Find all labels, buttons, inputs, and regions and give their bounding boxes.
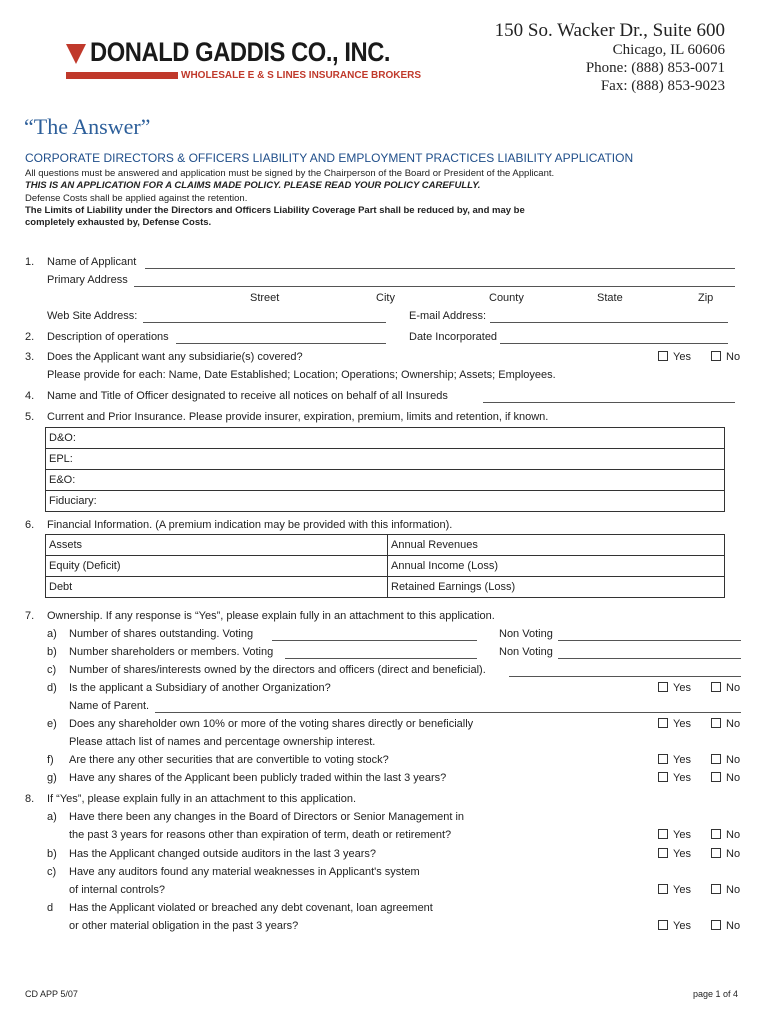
q7f-yes[interactable]: Yes (658, 754, 691, 766)
checkbox-icon (658, 772, 668, 782)
logo-bar (66, 72, 178, 79)
intro-line-2: THIS IS AN APPLICATION FOR A CLAIMS MADE POLICY. PLEASE READ YOUR POLICY CAREFULLY. (25, 180, 481, 191)
applicant-name-field[interactable] (145, 268, 735, 269)
checkbox-icon (658, 351, 668, 361)
q7e-yes[interactable]: Yes (658, 718, 691, 730)
checkbox-icon (711, 920, 721, 930)
q8-number: 8. (25, 793, 35, 805)
incorporated-field[interactable] (500, 343, 728, 344)
checkbox-icon (658, 829, 668, 839)
income-cell[interactable]: Annual Income (Loss) (388, 556, 725, 577)
q3-label: Does the Applicant want any subsidiarie(s) covered? (47, 351, 303, 363)
q5-label: Current and Prior Insurance. Please provide insurer, expiration, premium, limits and retention, if known. (47, 411, 549, 423)
q7e-no[interactable]: No (711, 718, 740, 730)
checkbox-icon (711, 848, 721, 858)
table-row (46, 556, 725, 577)
logo-name: DONALD GADDIS CO., INC. (90, 37, 391, 67)
state-label: State (597, 292, 623, 304)
insurance-cell-do[interactable]: D&O: (46, 428, 725, 449)
insurance-table (45, 427, 725, 512)
financial-table (45, 534, 725, 598)
street-label: Street (250, 292, 280, 304)
q2-number: 2. (25, 331, 35, 343)
q7c-text: Number of shares/interests owned by the directors and officers (direct and beneficial). (69, 664, 486, 676)
q8c-text-2: of internal controls? (69, 884, 165, 896)
q3-number: 3. (25, 351, 35, 363)
q8-label: If “Yes”, please explain fully in an attachment to this application. (47, 793, 356, 805)
q8d-text-2: or other material obligation in the past 3 years? (69, 920, 299, 932)
q7b-letter: b) (47, 646, 57, 658)
assets-cell[interactable]: Assets (46, 535, 388, 556)
checkbox-icon (658, 718, 668, 728)
address-fax: Fax: (888) 853-9023 (600, 78, 725, 94)
members-voting-field[interactable] (285, 658, 477, 659)
table-row (46, 428, 725, 449)
table-row (46, 577, 725, 598)
equity-cell[interactable]: Equity (Deficit) (46, 556, 388, 577)
checkbox-icon (711, 884, 721, 894)
q7-label: Ownership. If any response is “Yes”, please explain fully in an attachment to this application. (47, 610, 495, 622)
q7g-yes[interactable]: Yes (658, 772, 691, 784)
retained-earnings-cell[interactable]: Retained Earnings (Loss) (388, 577, 725, 598)
q7e-text: Does any shareholder own 10% or more of the voting shares directly or beneficially (69, 718, 474, 730)
checkbox-icon (711, 829, 721, 839)
q7a-letter: a) (47, 628, 57, 640)
checkbox-icon (711, 351, 721, 361)
q7f-text: Are there any other securities that are convertible to voting stock? (69, 754, 389, 766)
insurance-cell-epl[interactable]: EPL: (46, 449, 725, 470)
q8b-yes[interactable]: Yes (658, 848, 691, 860)
q7b-text: Number shareholders or members. Voting (69, 646, 274, 658)
q1-label: Name of Applicant (47, 256, 137, 268)
q8d-text: Has the Applicant violated or breached any debt covenant, loan agreement (69, 902, 433, 914)
q7d-text: Is the applicant a Subsidiary of another Organization? (69, 682, 331, 694)
parent-name-field[interactable] (155, 712, 741, 713)
footer-page: page 1 of 4 (692, 989, 738, 999)
q6-number: 6. (25, 519, 35, 531)
address-city: Chicago, IL 60606 (612, 42, 725, 58)
q8d-letter: d (47, 902, 54, 914)
checkbox-icon (658, 754, 668, 764)
q8a-no[interactable]: No (711, 829, 740, 841)
logo-triangle-icon (66, 44, 86, 64)
q8b-text: Has the Applicant changed outside auditors in the last 3 years? (69, 848, 376, 860)
q6-label: Financial Information. (A premium indication may be provided with this information). (47, 519, 453, 531)
intro-line-5: completely exhausted by, Defense Costs. (25, 217, 212, 228)
form-title: CORPORATE DIRECTORS & OFFICERS LIABILITY AND EMPLOYMENT PRACTICES LIABILITY APPLICATION (25, 151, 634, 165)
checkbox-icon (658, 920, 668, 930)
q8a-letter: a) (47, 811, 57, 823)
checkbox-icon (711, 718, 721, 728)
q7b-nonvoting: Non Voting (499, 646, 553, 658)
q8a-yes[interactable]: Yes (658, 829, 691, 841)
q8d-yes[interactable]: Yes (658, 920, 691, 932)
county-label: County (489, 292, 524, 304)
insurance-cell-eo[interactable]: E&O: (46, 470, 725, 491)
email-label: E-mail Address: (409, 310, 487, 322)
q8b-no[interactable]: No (711, 848, 740, 860)
table-row (46, 535, 725, 556)
table-row (46, 449, 725, 470)
q7e-letter: e) (47, 718, 57, 730)
q7g-no[interactable]: No (711, 772, 740, 784)
website-field[interactable] (143, 322, 386, 323)
table-row (46, 470, 725, 491)
primary-address-field[interactable] (134, 286, 735, 287)
q7c-letter: c) (47, 664, 57, 676)
insurance-cell-fiduciary[interactable]: Fiduciary: (46, 491, 725, 512)
q1-number: 1. (25, 256, 35, 268)
footer-code: CD APP 5/07 (25, 989, 78, 999)
primary-address-label: Primary Address (47, 274, 128, 286)
incorporated-label: Date Incorporated (409, 331, 498, 343)
q7g-letter: g) (47, 772, 57, 784)
shares-nonvoting-field[interactable] (558, 640, 741, 641)
q8d-no[interactable]: No (711, 920, 740, 932)
q4-number: 4. (25, 390, 35, 402)
website-label: Web Site Address: (47, 310, 138, 322)
shares-voting-field[interactable] (272, 640, 477, 641)
q7f-no[interactable]: No (711, 754, 740, 766)
q7d-yes[interactable]: Yes (658, 682, 691, 694)
q8a-text: Have there been any changes in the Board of Directors or Senior Management in (69, 811, 465, 823)
checkbox-icon (658, 848, 668, 858)
checkbox-icon (658, 682, 668, 692)
operations-field[interactable] (176, 343, 386, 344)
checkbox-icon (711, 754, 721, 764)
q7a-nonvoting: Non Voting (499, 628, 553, 640)
q8c-text: Have any auditors found any material weaknesses in Applicant's system (69, 866, 420, 878)
city-label: City (376, 292, 395, 304)
q7d-letter: d) (47, 682, 57, 694)
q7a-text: Number of shares outstanding. Voting (69, 628, 254, 640)
q7f-letter: f) (47, 754, 54, 766)
tagline-quote: “The Answer” (24, 114, 151, 139)
q8c-no[interactable]: No (711, 884, 740, 896)
logo-tagline: WHOLESALE E & S LINES INSURANCE BROKERS (181, 70, 422, 81)
address-phone: Phone: (888) 853-0071 (585, 60, 725, 76)
q8c-letter: c) (47, 866, 57, 878)
table-row (46, 491, 725, 512)
q7-number: 7. (25, 610, 35, 622)
q8c-yes[interactable]: Yes (658, 884, 691, 896)
checkbox-icon (711, 772, 721, 782)
q8a-text-2: the past 3 years for reasons other than expiration of term, death or retirement? (69, 829, 452, 841)
q7d-sub: Name of Parent. (69, 700, 150, 712)
q2-label: Description of operations (47, 331, 169, 343)
officer-field[interactable] (483, 402, 735, 403)
q3-sub: Please provide for each: Name, Date Established; Location; Operations; Ownership; Assets; Employees. (47, 369, 556, 381)
intro-line-4: The Limits of Liability under the Directors and Officers Liability Coverage Part shall be reduced by, and may be (25, 205, 525, 216)
do-shares-field[interactable] (509, 676, 741, 677)
checkbox-icon (658, 884, 668, 894)
zip-label: Zip (698, 292, 714, 304)
checkbox-icon (711, 682, 721, 692)
q4-label: Name and Title of Officer designated to receive all notices on behalf of all Insureds (47, 390, 448, 402)
members-nonvoting-field[interactable] (558, 658, 741, 659)
email-field[interactable] (490, 322, 728, 323)
intro-line-3: Defense Costs shall be applied against the retention. (25, 193, 248, 204)
revenues-cell[interactable]: Annual Revenues (388, 535, 725, 556)
debt-cell[interactable]: Debt (46, 577, 388, 598)
q5-number: 5. (25, 411, 35, 423)
q3-no[interactable]: No (711, 351, 740, 363)
q7d-no[interactable]: No (711, 682, 740, 694)
intro-line-1: All questions must be answered and application must be signed by the Chairperson of the Board or President of the Applicant. (25, 168, 555, 179)
q7e-sub: Please attach list of names and percentage ownership interest. (69, 736, 376, 748)
q3-yes[interactable]: Yes (658, 351, 691, 363)
q7g-text: Have any shares of the Applicant been publicly traded within the last 3 years? (69, 772, 447, 784)
q8b-letter: b) (47, 848, 57, 860)
address-street: 150 So. Wacker Dr., Suite 600 (494, 20, 725, 41)
